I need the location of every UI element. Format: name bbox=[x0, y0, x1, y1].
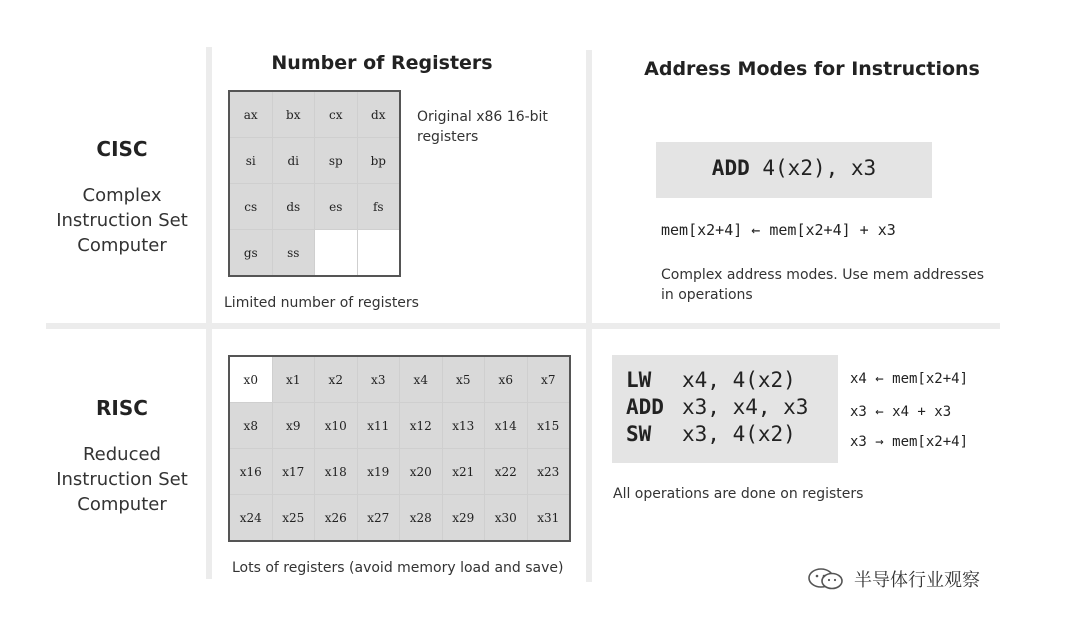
risc-effect-1: x4 ← mem[x2+4] bbox=[850, 371, 969, 387]
risc-op-add: ADD bbox=[626, 395, 664, 419]
register-x11: x11 bbox=[358, 403, 400, 448]
register-x22: x22 bbox=[485, 449, 527, 494]
risc-args-sw: x3, 4(x2) bbox=[682, 422, 796, 446]
risc-address-note: All operations are done on registers bbox=[613, 486, 864, 502]
risc-args-add: x3, x4, x3 bbox=[682, 395, 809, 419]
register-x14: x14 bbox=[485, 403, 527, 448]
divider-middle bbox=[46, 323, 1000, 329]
side-note-line-2: registers bbox=[417, 129, 479, 145]
cisc-desc-line-3: Computer bbox=[77, 235, 167, 256]
cisc-description bbox=[32, 183, 212, 258]
risc-desc-line-2: Instruction Set bbox=[56, 469, 188, 490]
register-si: si bbox=[230, 138, 272, 183]
register-x12: x12 bbox=[400, 403, 442, 448]
register-x23: x23 bbox=[528, 449, 570, 494]
register-ax: ax bbox=[230, 92, 272, 137]
watermark bbox=[806, 566, 980, 592]
register-empty bbox=[358, 230, 400, 275]
cisc-instruction bbox=[656, 156, 932, 180]
cisc-register-side-note bbox=[417, 107, 548, 147]
register-bp: bp bbox=[358, 138, 400, 183]
risc-effect-3: x3 → mem[x2+4] bbox=[850, 434, 969, 450]
register-x31: x31 bbox=[528, 495, 570, 540]
register-sp: sp bbox=[315, 138, 357, 183]
register-x29: x29 bbox=[443, 495, 485, 540]
register-x1: x1 bbox=[273, 357, 315, 402]
risc-instruction-box bbox=[612, 355, 838, 463]
register-x28: x28 bbox=[400, 495, 442, 540]
register-x9: x9 bbox=[273, 403, 315, 448]
register-ss: ss bbox=[273, 230, 315, 275]
risc-effect-2: x3 ← x4 + x3 bbox=[850, 404, 952, 420]
register-x27: x27 bbox=[358, 495, 400, 540]
risc-description bbox=[32, 442, 212, 517]
cisc-title: CISC bbox=[96, 137, 148, 161]
risc-instruction-line bbox=[626, 395, 808, 422]
register-di: di bbox=[273, 138, 315, 183]
register-x15: x15 bbox=[528, 403, 570, 448]
risc-op-sw: SW bbox=[626, 422, 652, 446]
register-x0: x0 bbox=[230, 357, 272, 402]
register-x24: x24 bbox=[230, 495, 272, 540]
register-x4: x4 bbox=[400, 357, 442, 402]
register-x16: x16 bbox=[230, 449, 272, 494]
cisc-note-line-2: in operations bbox=[661, 287, 753, 303]
register-x7: x7 bbox=[528, 357, 570, 402]
register-x21: x21 bbox=[443, 449, 485, 494]
register-cx: cx bbox=[315, 92, 357, 137]
risc-desc-line-3: Computer bbox=[77, 494, 167, 515]
risc-args-lw: x4, 4(x2) bbox=[682, 368, 796, 392]
registers-column-title: Number of Registers bbox=[271, 52, 493, 74]
register-x2: x2 bbox=[315, 357, 357, 402]
risc-desc-line-1: Reduced bbox=[82, 444, 161, 465]
register-x25: x25 bbox=[273, 495, 315, 540]
risc-title: RISC bbox=[96, 396, 148, 420]
side-note-line-1: Original x86 16-bit bbox=[417, 109, 548, 125]
risc-register-caption: Lots of registers (avoid memory load and save) bbox=[232, 560, 564, 576]
register-x18: x18 bbox=[315, 449, 357, 494]
risc-op-lw: LW bbox=[626, 368, 652, 392]
cisc-desc-line-1: Complex bbox=[82, 185, 162, 206]
watermark-text: 半导体行业观察 bbox=[854, 570, 980, 591]
risc-register-grid bbox=[228, 355, 571, 542]
cisc-effect: mem[x2+4] ← mem[x2+4] + x3 bbox=[661, 221, 896, 239]
wechat-icon bbox=[806, 566, 846, 592]
register-x20: x20 bbox=[400, 449, 442, 494]
risc-instruction-line bbox=[626, 368, 808, 395]
register-x5: x5 bbox=[443, 357, 485, 402]
register-x30: x30 bbox=[485, 495, 527, 540]
cisc-instruction-box bbox=[656, 142, 932, 198]
register-x17: x17 bbox=[273, 449, 315, 494]
register-empty bbox=[315, 230, 357, 275]
register-es: es bbox=[315, 184, 357, 229]
cisc-register-caption: Limited number of registers bbox=[224, 295, 419, 311]
register-fs: fs bbox=[358, 184, 400, 229]
risc-instruction-line bbox=[626, 422, 808, 449]
register-gs: gs bbox=[230, 230, 272, 275]
register-x3: x3 bbox=[358, 357, 400, 402]
cisc-note-line-1: Complex address modes. Use mem addresses bbox=[661, 267, 985, 283]
register-x6: x6 bbox=[485, 357, 527, 402]
register-ds: ds bbox=[273, 184, 315, 229]
cisc-desc-line-2: Instruction Set bbox=[56, 210, 188, 231]
address-column-title: Address Modes for Instructions bbox=[644, 58, 980, 80]
divider-right bbox=[586, 50, 592, 582]
register-x19: x19 bbox=[358, 449, 400, 494]
cisc-address-note bbox=[661, 265, 984, 305]
register-bx: bx bbox=[273, 92, 315, 137]
cisc-instruction-op: ADD bbox=[711, 156, 750, 180]
register-x26: x26 bbox=[315, 495, 357, 540]
cisc-register-grid bbox=[228, 90, 401, 277]
register-dx: dx bbox=[358, 92, 400, 137]
register-x13: x13 bbox=[443, 403, 485, 448]
register-cs: cs bbox=[230, 184, 272, 229]
register-x8: x8 bbox=[230, 403, 272, 448]
cisc-instruction-args: 4(x2), x3 bbox=[762, 156, 877, 180]
register-x10: x10 bbox=[315, 403, 357, 448]
